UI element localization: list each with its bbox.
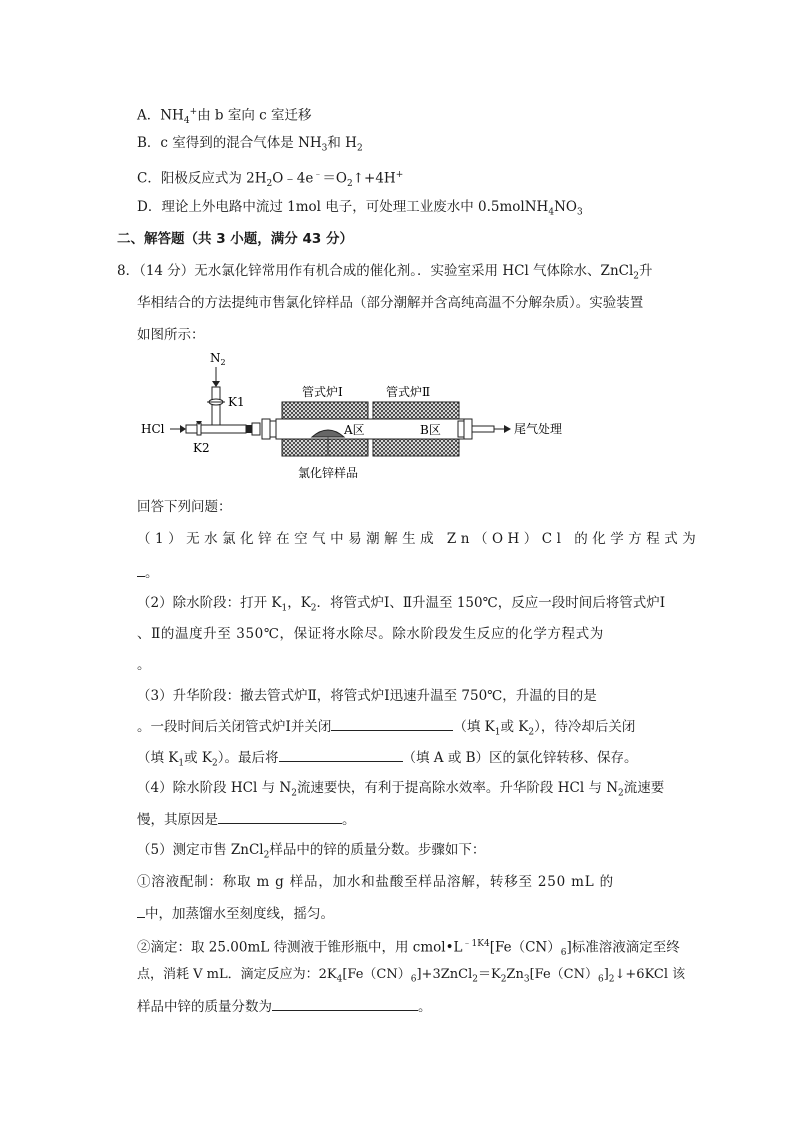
- answer-blank-3a[interactable]: [331, 716, 453, 731]
- q8-part1-end: 。: [137, 562, 159, 583]
- option-b: B．c 室得到的混合气体是 $NH_3$和 $H_2$: [137, 135, 363, 154]
- q8-step2-line3: 样品中锌的质量分数为 。: [137, 996, 432, 1017]
- hcl-label: HCl: [141, 422, 165, 436]
- n2-tube: [212, 387, 220, 427]
- zone-b-label: B区: [420, 423, 441, 437]
- q8-step1-line2: 中，加蒸馏水至刻度线，摇匀。: [137, 903, 334, 924]
- q8-part2-line1: （2）除水阶段：打开 $K_1$，$K_2$．将管式炉Ⅰ、Ⅱ升温至 150℃，反应一段时间后将管式炉Ⅰ: [137, 595, 666, 614]
- q8-step2-line2: 点，消耗 V mL．滴定反应为：$2K_4[Fe(CN)_6]+3ZnCl_2=K_2Zn_3[Fe(CN)_6]_2↓+6KCl$ 该: [137, 967, 686, 985]
- furnace-2-label: 管式炉Ⅱ: [386, 385, 431, 399]
- q8-step2-line1: ②滴定：取 25.00mL 待测液于锥形瓶中，用 $cmol•L^{﹣1K4}[Fe(CN)_6]$标准溶液滴定至终: [137, 939, 680, 959]
- q8-part4-line1: （4）除水阶段 HCl 与 $N_2$流速要快，有利于提高除水效率。升华阶段 HCl 与 $N_2$流速要: [137, 780, 665, 799]
- q8-stem-line2: 华相结合的方法提纯市售氯化锌样品（部分潮解并含高纯高温不分解杂质）。实验装置: [137, 295, 644, 311]
- outlet-tube: [472, 426, 494, 432]
- k1-label: K1: [228, 395, 245, 409]
- q8-step1-line1: ①溶液配制：称取 m g 样品，加水和盐酸至样品溶解，转移至 250 mL 的: [137, 874, 614, 890]
- answer-blank-5b[interactable]: [272, 996, 418, 1011]
- option-c: C．阳极反应式为 $2H_2O﹣4e^﹣=O_2↑+4H^+$: [137, 170, 404, 190]
- q8-part1: （1）无水氯化锌在空气中易潮解生成 Zn（OH）Cl 的化学方程式为: [137, 531, 701, 547]
- q8-part5: （5）测定市售 ZnCl$_2$样品中的锌的质量分数。步骤如下：: [137, 842, 486, 861]
- q8-part3-line3: （填 $K_1$或 $K_2$）。最后将 （填 A 或 B）区的氯化锌转移、保存。: [137, 747, 638, 774]
- q8-part4-line2: 慢，其原因是 。: [137, 809, 356, 830]
- q8-part3-line2: 。一段时间后关闭管式炉Ⅰ并关闭 （填 $K_1$或 $K_2$），待冷却后关闭: [137, 716, 635, 743]
- zone-a-label: A区: [344, 423, 365, 437]
- answer-prompt: 回答下列问题：: [137, 499, 232, 515]
- q8-stem-line3: 如图所示：: [137, 327, 205, 343]
- tail-gas-label: 尾气处理: [514, 422, 563, 436]
- section-title: 二、解答题（共 3 小题，满分 43 分）: [117, 231, 353, 247]
- furnace-1-label: 管式炉Ⅰ: [302, 385, 343, 399]
- option-d: D．理论上外电路中流过 1mol 电子，可处理工业废水中 $0.5molNH_4NO_3$: [137, 199, 583, 218]
- q8-part2-line2: 、Ⅱ的温度升至 350℃，保证将水除尽。除水阶段发生反应的化学方程式为: [137, 626, 604, 642]
- n2-label: $N_2$: [210, 351, 226, 367]
- answer-blank-5a[interactable]: [137, 903, 145, 918]
- answer-blank-3b[interactable]: [279, 747, 403, 762]
- answer-blank-1[interactable]: [137, 562, 145, 577]
- q8-part2-line3: 。: [137, 657, 151, 673]
- k2-label: K2: [193, 441, 210, 455]
- q8-part3-line1: （3）升华阶段：撤去管式炉Ⅱ，将管式炉Ⅰ迅速升温至 750℃，升温的目的是: [137, 688, 597, 704]
- hcl-tube: [186, 425, 246, 433]
- apparatus-diagram: [0, 345, 794, 485]
- option-a: A．$NH_4^+$由 b 室向 c 室迁移: [137, 107, 312, 127]
- sample-label: 氯化锌样品: [298, 466, 359, 480]
- q8-stem-line1: 8．（14 分）无水氯化锌常用作有机合成的催化剂。．实验室采用 HCl 气体除水、ZnCl$_2$升: [117, 263, 653, 282]
- answer-blank-4[interactable]: [218, 809, 342, 824]
